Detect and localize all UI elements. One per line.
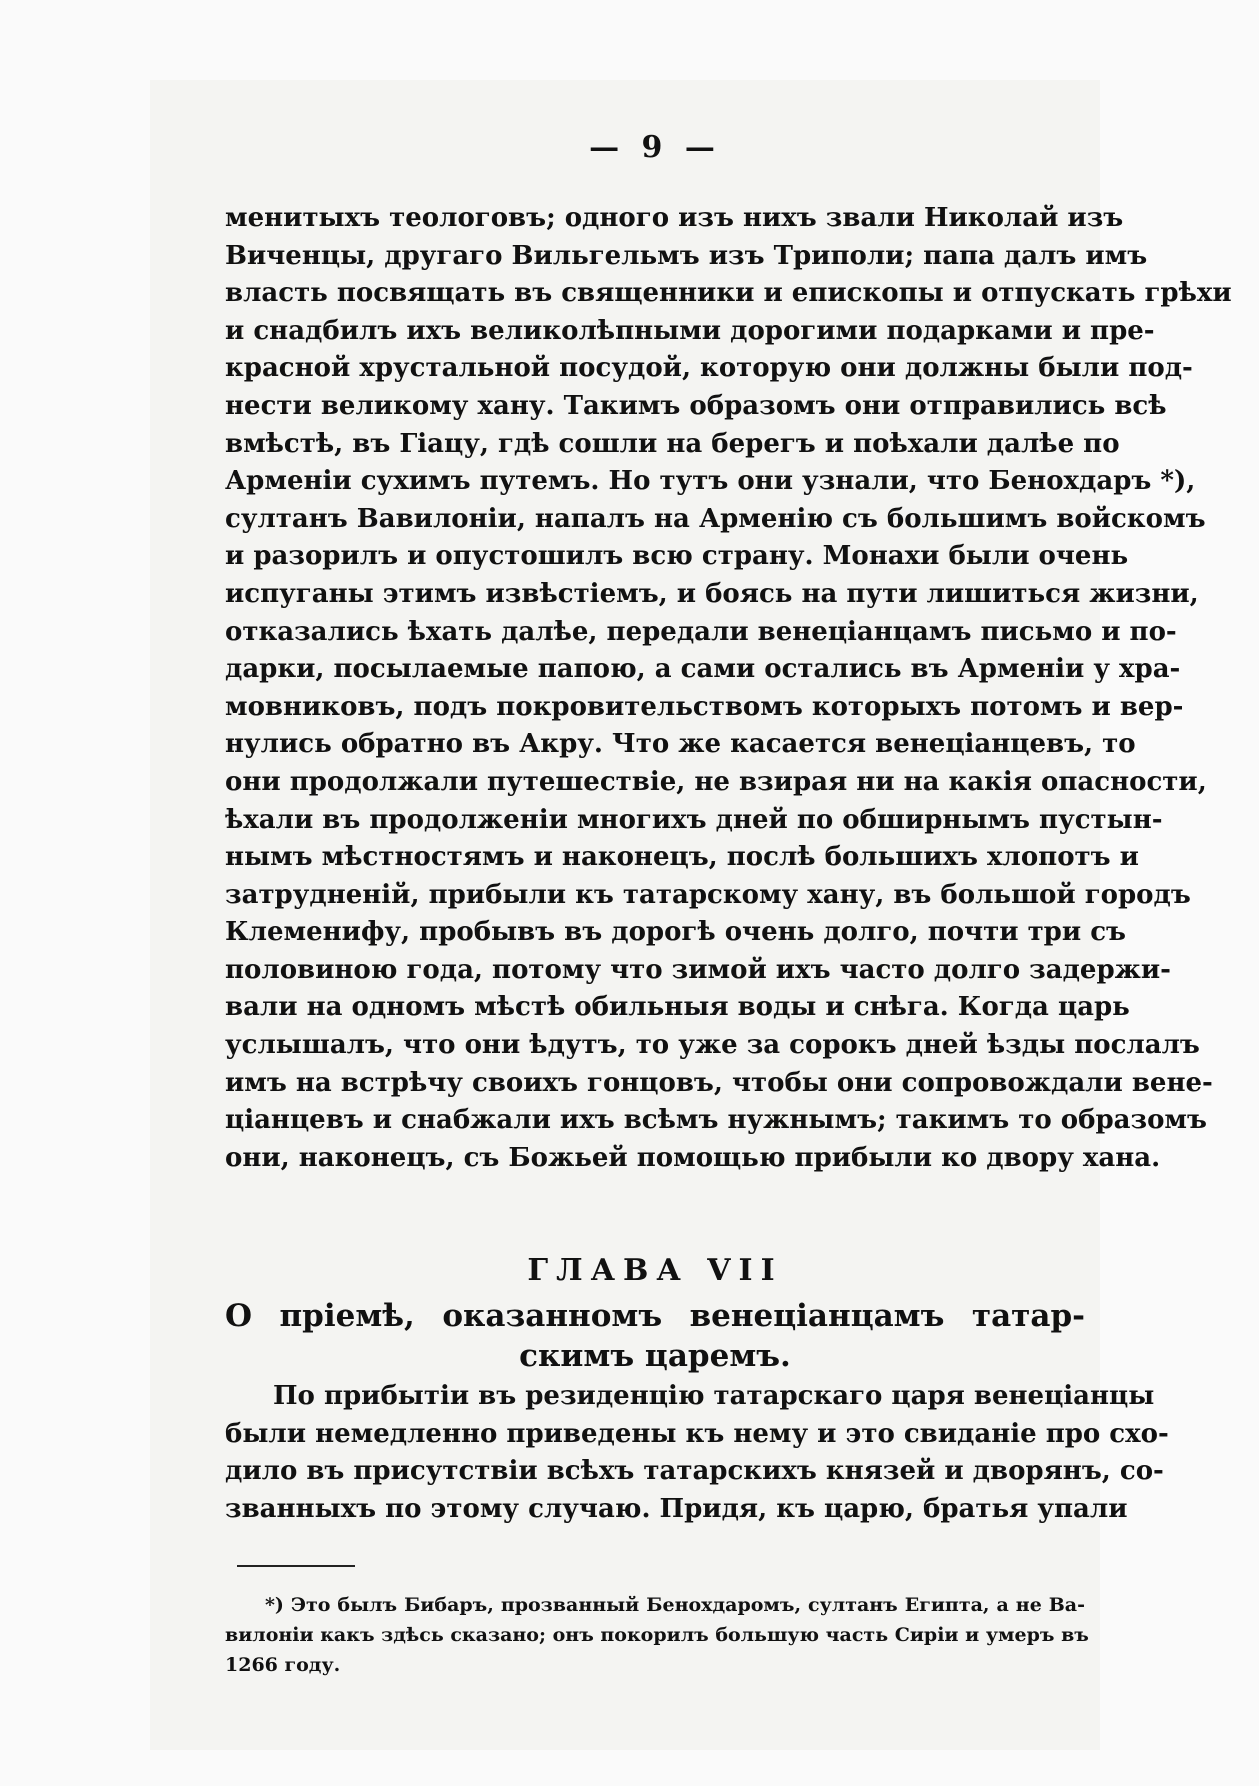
- footnote-line: *) Это былъ Бибаръ, прозванный Бенохдаромъ, султанъ Египта, а не Ва-: [265, 1594, 1085, 1616]
- text-line: были немедленно приведены къ нему и это свиданіе про схо-: [225, 1418, 1169, 1449]
- text-line: званныхъ по этому случаю. Придя, къ царю, братья упали: [225, 1493, 1128, 1524]
- text-line: Клеменифу, пробывъ въ дорогѣ очень долго, почти три съ: [225, 917, 1126, 948]
- text-line: испуганы этимъ извѣстіемъ, и боясь на пути лишиться жизни,: [225, 578, 1199, 609]
- text-line: дило въ присутствіи всѣхъ татарскихъ князей и дворянъ, со-: [225, 1456, 1164, 1487]
- footnote: [225, 1590, 1089, 1680]
- text-line: отказались ѣхать далѣе, передали венеціанцамъ письмо и по-: [225, 616, 1177, 647]
- chapter-title-line: скимъ царемъ.: [519, 1338, 791, 1374]
- text-line: имъ на встрѣчу своихъ гонцовъ, чтобы они сопровождали вене-: [225, 1067, 1213, 1098]
- text-line: вали на одномъ мѣстѣ обильныя воды и снѣга. Когда царь: [225, 992, 1130, 1023]
- chapter-heading: ГЛАВА VII: [527, 1253, 783, 1288]
- text-line: и снадбилъ ихъ великолѣпными дорогими подарками и пре-: [225, 315, 1155, 346]
- text-line: нымъ мѣстностямъ и наконецъ, послѣ большихъ хлопотъ и: [225, 842, 1139, 873]
- text-line: они продолжали путешествіе, не взирая ни на какія опасности,: [225, 766, 1207, 797]
- text-line: и разорилъ и опустошилъ всю страну. Монахи были очень: [225, 541, 1129, 572]
- text-line: затрудненій, прибыли къ татарскому хану, въ большой городъ: [225, 879, 1191, 910]
- text-line: султанъ Вавилоніи, напалъ на Арменію съ большимъ войскомъ: [225, 503, 1206, 534]
- text-line: менитыхъ теологовъ; одного изъ нихъ звали Николай изъ: [225, 203, 1124, 233]
- text-line: нести великому хану. Такимъ образомъ они отправились всѣ: [225, 390, 1167, 421]
- footnote-divider: [237, 1565, 355, 1567]
- text-line: нулись обратно въ Акру. Что же касается венеціанцевъ, то: [225, 729, 1136, 760]
- text-line: они, наконецъ, съ Божьей помощью прибыли ко двору хана.: [225, 1142, 1161, 1173]
- text-line: ѣхали въ продолженіи многихъ дней по обширнымъ пустын-: [225, 804, 1163, 835]
- footnote-line: вилоніи какъ здѣсь сказано; онъ покорилъ большую часть Сиріи и умеръ въ: [225, 1624, 1089, 1646]
- text-line: Виченцы, другаго Вильгельмъ изъ Триполи; папа далъ имъ: [225, 240, 1148, 271]
- text-line: дарки, посылаемые папою, а сами остались въ Арменіи у хра-: [225, 654, 1181, 685]
- text-line: ціанцевъ и снабжали ихъ всѣмъ нужнымъ; такимъ то образомъ: [225, 1105, 1207, 1136]
- text-line: Арменіи сухимъ путемъ. Но тутъ они узнали, что Бенохдаръ *),: [225, 466, 1196, 497]
- text-line: мовниковъ, подъ покровительствомъ которыхъ потомъ и вер-: [225, 691, 1184, 722]
- footnote-line: 1266 году.: [225, 1654, 341, 1676]
- chapter-title-line: О пріемѣ, оказанномъ венеціанцамъ татар-: [225, 1298, 1085, 1334]
- chapter-title: [225, 1296, 1085, 1376]
- paragraph-main: [225, 200, 1232, 1177]
- text-line: половиною года, потому что зимой ихъ часто долго задержи-: [225, 954, 1171, 985]
- text-line: красной хрустальной посудой, которую они должны были под-: [225, 353, 1193, 384]
- page-number: — 9 —: [589, 130, 721, 165]
- text-line: власть посвящать въ священники и епископы и отпускать грѣхи: [225, 278, 1232, 309]
- text-line: вмѣстѣ, въ Гіацу, гдѣ сошли на берегъ и поѣхали далѣе по: [225, 428, 1120, 459]
- text-line: По прибытіи въ резиденцію татарскаго царя венеціанцы: [273, 1381, 1155, 1411]
- text-line: услышалъ, что они ѣдутъ, то уже за сорокъ дней ѣзды послалъ: [225, 1030, 1200, 1061]
- chapter-paragraph: [225, 1378, 1169, 1528]
